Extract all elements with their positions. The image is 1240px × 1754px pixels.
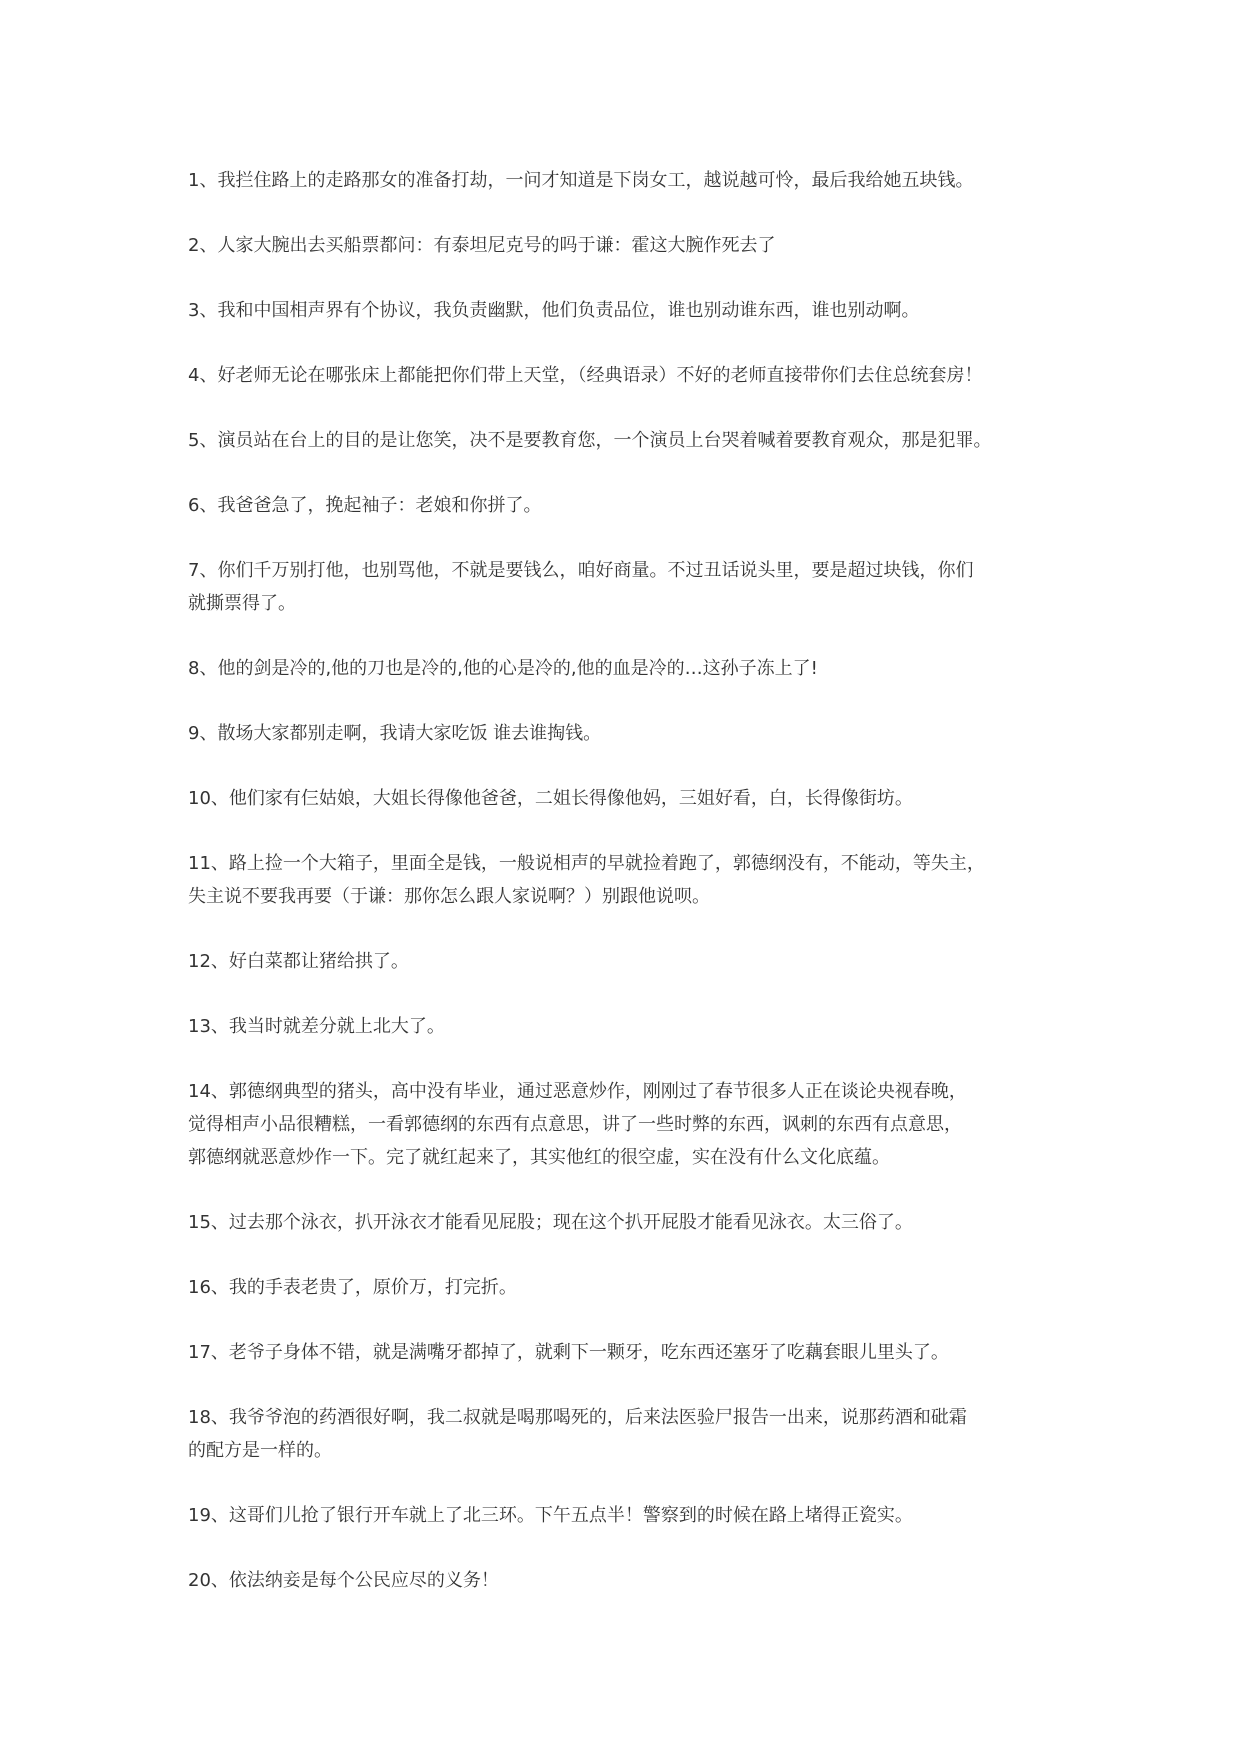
joke-list: [188, 164, 1088, 1629]
list-item: [188, 164, 1088, 197]
item-text-line: 9、散场大家都别走啊，我请大家吃饭 谁去谁掏钱。: [188, 723, 602, 744]
list-item: [188, 489, 1088, 522]
item-text-line: 13、我当时就差分就上北大了。: [188, 1016, 445, 1037]
item-text-line: 15、过去那个泳衣，扒开泳衣才能看见屁股；现在这个扒开屁股才能看见泳衣。太三俗了。: [188, 1212, 913, 1233]
list-item: [188, 1271, 1088, 1304]
list-item: [188, 294, 1088, 327]
item-text-line: 16、我的手表老贵了，原价万，打完折。: [188, 1277, 517, 1298]
item-text-line: 4、好老师无论在哪张床上都能把你们带上天堂，（经典语录）不好的老师直接带你们去住总统套房！: [188, 365, 983, 386]
list-item: [188, 424, 1088, 457]
item-text-line: 8、他的剑是冷的,他的刀也是冷的,他的心是冷的,他的血是冷的…这孙子冻上了!: [188, 658, 818, 679]
item-text-line: 就撕票得了。: [188, 593, 296, 614]
item-text-line: 5、演员站在台上的目的是让您笑，决不是要教育您，一个演员上台哭着喊着要教育观众，那是犯罪。: [188, 430, 992, 451]
item-text-line: 18、我爷爷泡的药酒很好啊，我二叔就是喝那喝死的，后来法医验尸报告一出来，说那药酒和砒霜: [188, 1407, 967, 1428]
item-text-line: 失主说不要我再要（于谦：那你怎么跟人家说啊？）别跟他说呗。: [188, 886, 710, 907]
item-text-line: 11、路上捡一个大箱子，里面全是钱，一般说相声的早就捡着跑了，郭德纲没有，不能动，等失主，: [188, 853, 985, 874]
list-item: [188, 1564, 1088, 1597]
list-item: [188, 782, 1088, 815]
item-text-line: 的配方是一样的。: [188, 1440, 332, 1461]
item-text-line: 6、我爸爸急了，挽起袖子：老娘和你拼了。: [188, 495, 542, 516]
list-item: [188, 1499, 1088, 1532]
item-text-line: 3、我和中国相声界有个协议，我负责幽默，他们负责品位，谁也别动谁东西，谁也别动啊。: [188, 300, 920, 321]
item-text-line: 郭德纲就恶意炒作一下。完了就红起来了，其实他红的很空虚，实在没有什么文化底蕴。: [188, 1147, 890, 1168]
list-item: [188, 554, 1088, 620]
item-text-line: 觉得相声小品很糟糕，一看郭德纲的东西有点意思，讲了一些时弊的东西，讽刺的东西有点意思，: [188, 1114, 962, 1135]
list-item: [188, 1075, 1088, 1174]
item-text-line: 12、好白菜都让猪给拱了。: [188, 951, 409, 972]
list-item: [188, 847, 1088, 913]
list-item: [188, 945, 1088, 978]
item-text-line: 10、他们家有仨姑娘，大姐长得像他爸爸，二姐长得像他妈，三姐好看，白，长得像街坊。: [188, 788, 913, 809]
item-text-line: 1、我拦住路上的走路那女的准备打劫，一问才知道是下岗女工，越说越可怜，最后我给她五块钱。: [188, 170, 974, 191]
list-item: [188, 229, 1088, 262]
list-item: [188, 359, 1088, 392]
item-text-line: 7、你们千万别打他，也别骂他，不就是要钱么，咱好商量。不过丑话说头里，要是超过块钱，你们: [188, 560, 974, 581]
item-text-line: 2、人家大腕出去买船票都问：有泰坦尼克号的吗于谦：霍这大腕作死去了: [188, 235, 776, 256]
list-item: [188, 1010, 1088, 1043]
item-text-line: 19、这哥们儿抢了银行开车就上了北三环。下午五点半！警察到的时候在路上堵得正瓷实。: [188, 1505, 913, 1526]
list-item: [188, 1336, 1088, 1369]
list-item: [188, 1401, 1088, 1467]
item-text-line: 14、郭德纲典型的猪头，高中没有毕业，通过恶意炒作，刚刚过了春节很多人正在谈论央视春晚，: [188, 1081, 967, 1102]
item-text-line: 20、依法纳妾是每个公民应尽的义务！: [188, 1570, 499, 1591]
list-item: [188, 1206, 1088, 1239]
list-item: [188, 652, 1088, 685]
list-item: [188, 717, 1088, 750]
item-text-line: 17、老爷子身体不错，就是满嘴牙都掉了，就剩下一颗牙，吃东西还塞牙了吃藕套眼儿里头了。: [188, 1342, 949, 1363]
